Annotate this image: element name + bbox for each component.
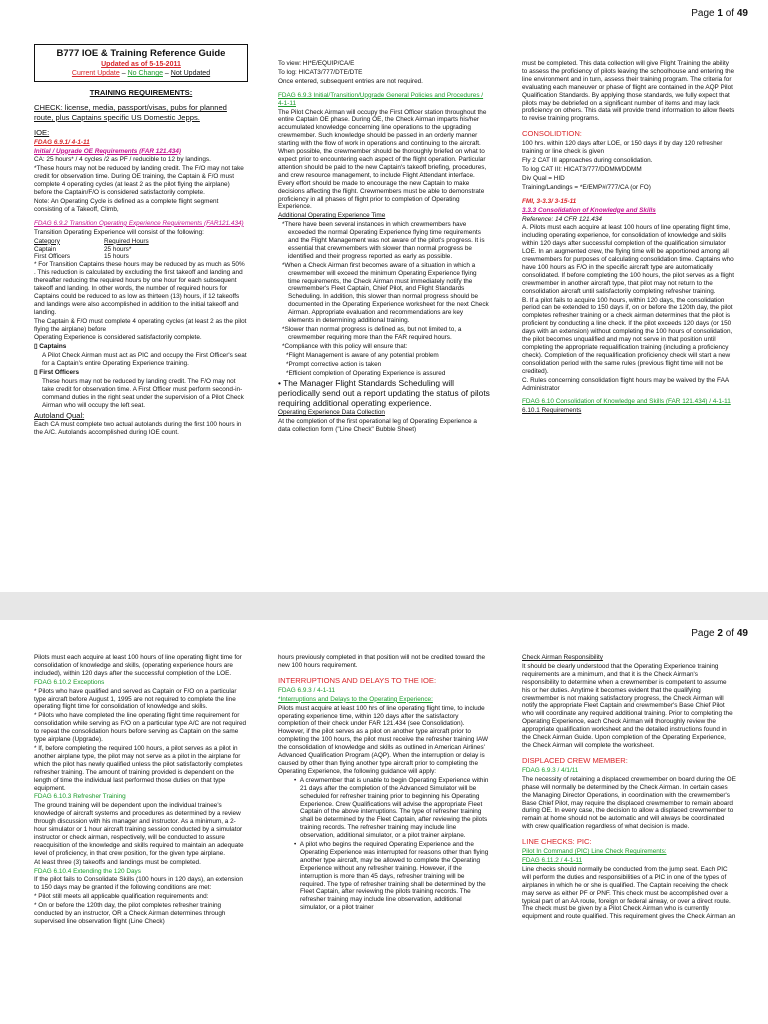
- fdag-692: FDAG 6.9.2 Transition Operating Experience Requirements (FAR121.434): [34, 219, 244, 227]
- interruption-bullet: • A crewmember that is unable to begin Operating Experience within 21 days after the completion of the Advanced Simulator will be scheduled for refresher training prior to beginning his Operating Experience. Crew Qualifications will advise the appropriate Fleet Captain of the above interruptions. The type of refresher training shall be determined by the Fleet Captain, after reviewing the pilots training records. The refresher training may include line observation, additional simulator, or a pilot trainer airplane.: [294, 776, 489, 840]
- interruptions-subheading: *Interruptions and Delays to the Operating Experience:: [278, 695, 433, 703]
- line-checks-text: Line checks should normally be conducted from the jump seat. Each PIC will perform the duties and responsibilities of a PIC in one of the types of airplanes in which he or she is qualified. The Captain receiving the check may serve as either PF or PNF. This check must be accomplished over a typical part of an AA route, foreign or federal airway, or over a direct route. The check must be given by a Pilot Check Airman who is currently equipment and route qualified. This requirement gives the Check Airman an: [522, 865, 736, 921]
- table-row: Captain 25 hours*: [34, 245, 132, 253]
- policy-bullet: *Compliance with this policy will ensure that:: [282, 342, 408, 350]
- exception-item: * Pilots who have completed the line operating flight time requirement for consolidation while serving as F/O on a particular type A/C are not required to repeat the consolidation hours before serving as Captain on the same type airplane (Upgrade).: [34, 712, 247, 744]
- first-officers-text: These hours may not be reduced by landing credit. The F/O may not take credit for observation time. A First Officer must perform second-in-command duties in the right seat under the supervision of a Pilot Check Airman who will occupy the left seat.: [42, 378, 244, 409]
- check-airman-heading: Check Airman Responsibility: [522, 654, 603, 661]
- initial-upgrade-heading: Initial / Upgrade OE Requirements (FAR 121.434): [34, 147, 182, 155]
- exception-item: * If, before completing the required 100 hours, a pilot serves as a pilot in another airplane type, the pilot may not serve as a pilot in the airplane for which the pilot has newly qualified unless the pilot satisfactorily completes refresher training. The amount of training provided is dependent on the length of time the individual last performed those duties on that type equipment.: [34, 744, 243, 792]
- interruptions-heading: INTERRUPTIONS AND DELAYS TO THE IOE:: [278, 675, 437, 685]
- extending-item: * On or before the 120th day, the pilot completes refresher training conducted by an instructor, OR a Check Airman determines through supervised line observation flight (Line Check): [34, 902, 226, 925]
- extending-item: * Pilot still meets all applicable qualification requirements and:: [34, 893, 209, 901]
- page-number: Page 2 of 49: [691, 628, 748, 639]
- consolidation-c: C. Rules concerning consolidation flight hours may be waived by the FAA Administrator: [522, 376, 729, 392]
- updated-date: Updated as of 5-15-2011: [101, 61, 181, 68]
- page-number: Page 1 of 49: [691, 8, 748, 19]
- ca-hours: CA: 25 hours* / 4 cycles /2 as PF / reducible to 12 by landings.: [34, 156, 211, 164]
- exceptions-heading: FDAG 6.10.2 Exceptions: [34, 678, 105, 686]
- transition-body: * For Transition Captains these hours may be reduced by as much as 50% . This reduction is calculated by excluding the first takeoff and landing and thereafter reducing the required hours by one hour for each subsequent takeoff and landing. In other words, the number of required hours for Captains could be reduced to as low as thirteen (13) hours, if 12 takeoffs and landings were also accomplished in addition to the initial takeoff and landing.: [34, 261, 245, 316]
- scheduling-report-note: • The Manager Flight Standards Scheduling will periodically send out a report updating the status of pilots requiring additional operating experience.: [278, 378, 490, 409]
- consolidation-a: A. Pilots must each acquire at least 100 hours of line operating flight time, including operating experience, for consolidation of knowledge and skills within 120 days after successful completion of the qualification simulator LOE. In an augmented crew, the flying time will be apportioned among all crewmembers for purposes of calculating consolidation time. Captains who have 100 hours as F/O in the specific aircraft type are automatically consolidated. If before completing the 100 hours, the pilot serves as a flight crewmember in another aircraft type, that pilot may not return to the consolidation aircraft until satisfactorily completing refresher training.: [522, 224, 735, 295]
- policy-bullet: *Slower than normal progress is defined as, but not limited to, a crewmember requiring more than the FAR required hours.: [282, 326, 462, 341]
- captains-text: A Pilot Check Airman must act as PIC and occupy the First Officer's seat for a Captain's entire Operating Experience training.: [42, 352, 247, 368]
- policy-bullet: *When a Check Airman first becomes aware of a situation in which a crewmember will exceed the minimum Operating Experience flying time requirements, the Check Airman must immediately notify the crewmember's Fleet Captain, Chief Pilot, and Flight Standards Scheduling. In addition, this slower than normal progress should be documented in the Operating Experience worksheet for the next Check Airman. Appropriate evaluation and recommendations are key elements in determining additional training.: [282, 261, 489, 325]
- page2-column-2: [278, 654, 490, 1024]
- autoland-text: Each CA must complete two actual autolands during the first 100 hours in the A/C. Autolands accomplished during IOE count.: [34, 421, 242, 436]
- line-checks-heading: LINE CHECKS: PIC:: [522, 837, 592, 847]
- document-page-2: [0, 620, 768, 1024]
- ioe-body: *These hours may not be reduced by landing credit. The F/O may not take credit for observation time. During OE training, the Captain & F/O must complete 4 operating cycles (at least 2 as the pilot flying the airplane) before the Captain/F/O is considered satisfactorily complete.: [34, 165, 244, 197]
- line-checks-fdag: FDAG 6.11.2 / 4-1-11: [522, 857, 583, 865]
- log-command: To log: HICAT3/777/DTE/DTE: [278, 68, 363, 76]
- page2-column-3: [522, 654, 736, 1024]
- refresher-heading: FDAG 6.10.3 Refresher Training: [34, 793, 126, 801]
- fdag-610: FDAG 6.10 Consolidation of Knowledge and Skills (FAR 121.434) / 4-1-11: [522, 398, 731, 406]
- fdag-693: FDAG 6.9.3 Initial/Transition/Upgrade General Policies and Procedures / 4-1-11: [278, 91, 484, 107]
- refresher-landings: At least three (3) takeoffs and landings must be completed.: [34, 858, 201, 866]
- consolidation-heading: CONSOLIDTION:: [522, 129, 582, 139]
- data-collection-heading: Operating Experience Data Collection: [278, 409, 385, 417]
- cat3-log: To log CAT III: HICAT3/777/DDMM/DDMM: [522, 165, 642, 173]
- data-collection-text: At the completion of the first operational leg of Operating Experience a data collection form ("Line Check" Bubble Sheet): [278, 418, 477, 434]
- policy-bullet: *Prompt corrective action is taken: [286, 360, 382, 368]
- displaced-heading: DISPLACED CREW MEMBER:: [522, 755, 628, 765]
- guide-title-box: [34, 44, 248, 82]
- page-gap: [0, 592, 768, 620]
- page2-column-1: [34, 654, 248, 1024]
- interruption-bullet: • A pilot who begins the required Operating Experience and the Operating Experience was interrupted for reasons other than flying another type aircraft, may be allowed to complete the Operating Experience without any refresher training. However, if the interruption is more than 45 days, refresher training will be required. The type of refresher training shall be determined by the Fleet Captain, after reviewing the pilots training records. The refresher training may include line observation, additional simulator, or a pilot trainer: [294, 841, 489, 912]
- cat3-approaches: Fly 2 CAT III approaches during consolidation.: [522, 157, 653, 165]
- page1-column-3: [522, 60, 736, 560]
- page1-column-1: [34, 44, 248, 556]
- view-command: To view: HI*E/EQUIP/CA/E: [278, 60, 355, 67]
- fdag-693-interruptions: FDAG 6.9.3 / 4-1-11: [278, 686, 336, 694]
- requirements-heading: 6.10.1 Requirements: [522, 407, 582, 415]
- check-list: CHECK: license, media, passport/visas, pubs for planned route, plus Captains specific US Domestic Jepps.: [34, 103, 227, 122]
- extending-heading: FDAG 6.10.4 Extending the 120 Days: [34, 867, 141, 875]
- section-heading: TRAINING REQUIREMENTS:: [89, 88, 193, 97]
- additional-time-heading: Additional Operating Experience Time: [278, 212, 386, 220]
- transition-intro: Transition Operating Experience will consist of the following:: [34, 228, 204, 236]
- fmi-subheading: 3.3.3 Consolidation of Knowledge and Skills: [522, 206, 656, 214]
- training-landings: Training/Landings = *E/EMP#/777/CA (or FO): [522, 183, 651, 191]
- refresher-text: The ground training will be dependent upon the individual trainee's knowledge of aircraft systems and procedures as determined by a review through discussion with his manager and instructor. As a minimum, a 2-hour simulator or 1 hour aircraft training session conducted by a simulator instructor or check airman, respectively, will be conducted to assure reacquisition of the knowledge and skills required to maintain an adequate level of proficiency, in that crew position, for the given type airplane.: [34, 802, 244, 857]
- table-header: Category Required Hours: [34, 237, 149, 245]
- displaced-text: The necessity of retaining a displaced crewmember on board during the OE phase will normally be determined by the Check Airman. In certain cases the Managing Director Operations, in coordination with the crewmember's Base Chief Pilot, may require the displaced crewmember to remain aboard during OE. In every case, the decision to allow a displaced crewmember to remain at home should not be automatic and will always be coordinated with crew qualification regardless of what decision is made.: [522, 775, 736, 831]
- guide-title: B777 IOE & Training Reference Guide: [56, 48, 226, 59]
- color-legend: Current Update – No Change – Not Updated: [71, 70, 211, 77]
- first-officers-heading: ▯ First Officers: [34, 369, 80, 377]
- page1-column-2: [278, 60, 490, 560]
- once-entered: Once entered, subsequent entries are not required.: [278, 77, 423, 85]
- cfr-reference: Reference: 14 CFR 121.434: [522, 215, 602, 223]
- ioe-label: IOE:: [34, 128, 50, 138]
- displaced-fdag: FDAG 6.9.3 / 4/1/11: [522, 766, 579, 774]
- policy-bullet: *Flight Management is aware of any potential problem: [286, 351, 439, 359]
- policies-body: The Pilot Check Airman will occupy the First Officer station throughout the entire Captain OE phase. During OE, the Check Airman imparts his/her accumulated knowledge concerning line operations to the upgrading crewmember. Such knowledge should be passed in an orderly manner starting with the flow of work in operations and continuing to the aircraft. When possible, the crewmember should be thoroughly briefed on what to expect prior to encountering each aspect of the flight operation. Particular attention should be paid to the new Captain's takeoff briefing, procedures, and crew resource management, to include Flight Attendant interface. Every effort should be made to encourage the new Captain to make decisions affecting the flight. Crewmembers must be able to demonstrate proficiency in all phases of flight prior to completion of Operating Experience.: [278, 108, 487, 211]
- consolidation-text: 100 hrs. within 120 days after LOE, or 150 days if by day 120 refresher training or line check is given: [522, 140, 723, 156]
- previous-hours: hours previously completed in that position will not be credited toward the new 100 hours requirement.: [278, 654, 486, 669]
- operating-cycle-note: Note: An Operating Cycle is defined as a complete flight segment consisting of a Takeoff, Climb,: [34, 197, 219, 213]
- line-checks-subheading: Pilot In Command (PIC) Line Check Requirements:: [522, 848, 667, 856]
- extending-text: If the pilot fails to Consolidate Skills (100 hours in 120 days), an extension to 150 days may be granted if the following conditions are met:: [34, 876, 243, 892]
- consolidation-requirement: Pilots must each acquire at least 100 hours of line operating flight time for consolidation of knowledge and skills, (operating experience hours are included), within 120 days after the successful completion of the LOE.: [34, 654, 242, 677]
- fmi-reference: FMI, 3-3.3/ 3-15-11: [522, 197, 577, 205]
- exception-item: * Pilots who have qualified and served as Captain or F/O on a particular type aircraft before August 1, 1995 are not required to complete the line operating flight time for consolidation of knowledge and skills.: [34, 687, 237, 711]
- div-qual: Div Qual = HID: [522, 174, 565, 182]
- data-collection-cont: must be completed. This data collection will give Flight Training the ability to assess the proficiency of pilots leaving the schoolhouse and entering the line environment and in turn, assess their training program. The criteria for evaluating each maneuver or phase of flight are contained in the AQP Pilot Qualification Standards. By applying those standards, we fully expect that pilots may be debriefed on a significant number of items and may lack proficiency on others. This data will provide trend information to allow fleets to revise training programs.: [522, 60, 735, 123]
- consolidation-b: B. If a pilot fails to acquire 100 hours, within 120 days, the consolidation period can be extended to 150 days if, on or before the 120th day, the pilot completes refresher training or a check airman determines that the pilot is proficient by conducting a line check. If the pilot exceeds 120 days (or 150 days with an extension) without completing the 100 hours of consolidation, the pilot becomes unqualified and may not serve in that position until completing the appropriate requalification training (including a proficiency check). Completion of the requalification proficiency check will start a new consolidation period with the same rules (previous flight time will not be credited).: [522, 296, 733, 375]
- interruptions-body: Pilots must acquire at least 100 hrs of line operating flight time, to include operating experience time, within 120 days after the satisfactory completion of their check under FAR 121.434 (see Consolidation). However, if the pilot serves as a pilot on another type aircraft prior to completing the 100 hours, the pilot must receive the refresher training IAW the consolidation of knowledge and skills as outlined in American Airlines' Advanced Qualification Program (AQP). When the interruption or delay is caused by other than flying another type aircraft prior to completing the Operating Experience, the following guidance will apply:: [278, 704, 489, 775]
- transition-complete: Operating Experience is considered satisfactorily complete.: [34, 334, 202, 342]
- policy-bullet: *There have been several instances in which crewmembers have exceeded the normal Operating Experience flying time requirements and the Flight Management was not aware of the pilot's progress. It is essential that crewmembers with slower than normal progress be identified and their progress reported as early as possible.: [282, 221, 485, 260]
- transition-cycles: The Captain & F/O must complete 4 operating cycles (at least 2 as the pilot flying the airplane) before: [34, 317, 247, 333]
- policy-bullet: *Efficient completion of Operating Experience is assured: [286, 369, 446, 377]
- table-row: First Officers 15 hours: [34, 253, 129, 261]
- autoland-heading: Autoland Qual:: [34, 410, 85, 420]
- captains-heading: ▯ Captains: [34, 343, 67, 351]
- fdag-691: FDAG 6.9.1/ 4-1-11: [34, 138, 90, 146]
- check-airman-text: It should be clearly understood that the Operating Experience training requirements are a minimum, and that it is the Check Airman's responsibility to determine when a crewmember is competent to assume his or her duties. Anytime it becomes evident that the qualifying crewmember is not making satisfactory progress, the Check Airman will notify the appropriate Fleet Captain and crewmember's Base Chief Pilot who will coordinate any required additional training. Prior to completing the Operating Experience, each Check Airman will thoroughly review the appropriate qualification worksheet and the detailed instructions found in the Check Airman Guide. Upon completion of the Operating Experience, the Check Airman will complete the worksheet.: [522, 662, 733, 749]
